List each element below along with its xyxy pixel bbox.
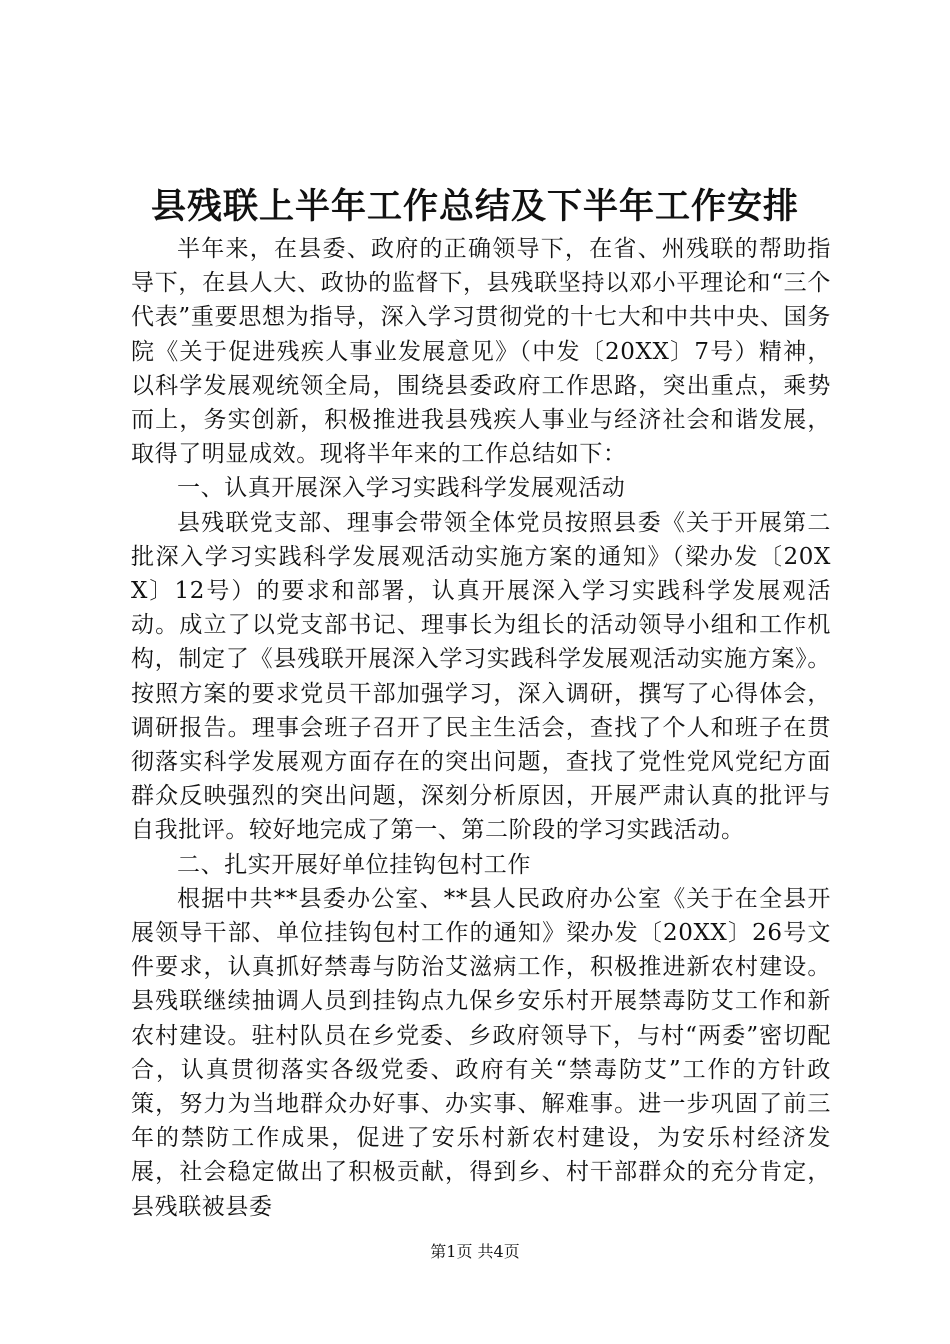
- section-2-paragraph: 根据中共**县委办公室、**县人民政府办公室《关于在全县开展领导干部、单位挂钩包村工作的通知》梁办发〔20XX〕26号文件要求，认真抓好禁毒与防治艾滋病工作，积极推进新农村建设。县残联继续抽调人员到挂钩点九保乡安乐村开展禁毒防艾工作和新农村建设。驻村队员在乡党委、乡政府领导下，与村“两委”密切配合，认真贯彻落实各级党委、政府有关“禁毒防艾”工作的方针政策，努力为当地群众办好事、办实事、解难事。进一步巩固了前三年的禁防工作成果，促进了安乐村新农村建设，为安乐村经济发展，社会稳定做出了积极贡献，得到乡、村干部群众的充分肯定，县残联被县委: [131, 885, 831, 1220]
- section-1-paragraph: 县残联党支部、理事会带领全体党员按照县委《关于开展第二批深入学习实践科学发展观活动实施方案的通知》（梁办发〔20XX〕12号）的要求和部署，认真开展深入学习实践科学发展观活动。成立了以党支部书记、理事长为组长的活动领导小组和工作机构，制定了《县残联开展深入学习实践科学发展观活动实施方案》。按照方案的要求党员干部加强学习，深入调研，撰写了心得体会，调研报告。理事会班子召开了民主生活会，查找了个人和班子在贯彻落实科学发展观方面存在的突出问题，查找了党性党风党纪方面群众反映强烈的突出问题，深刻分析原因，开展严肃认真的批评与自我批评。较好地完成了第一、第二阶段的学习实践活动。: [131, 509, 831, 844]
- document-title: 县残联上半年工作总结及下半年工作安排: [150, 186, 799, 227]
- intro-paragraph: 半年来，在县委、政府的正确领导下，在省、州残联的帮助指导下，在县人大、政协的监督下，县残联坚持以邓小平理论和“三个代表”重要思想为指导，深入学习贯彻党的十七大和中共中央、国务院《关于促进残疾人事业发展意见》（中发〔20XX〕7号）精神，以科学发展观统领全局，围绕县委政府工作思路，突出重点，乘势而上，务实创新，积极推进我县残疾人事业与经济社会和谐发展，取得了明显成效。现将半年来的工作总结如下：: [131, 236, 831, 468]
- document-body: [131, 232, 831, 1224]
- section-heading-1: 一、认真开展深入学习实践科学发展观活动: [177, 475, 626, 502]
- page-footer: 第1页 共4页: [430, 1242, 520, 1261]
- section-heading-2: 二、扎实开展好单位挂钩包村工作: [177, 851, 531, 878]
